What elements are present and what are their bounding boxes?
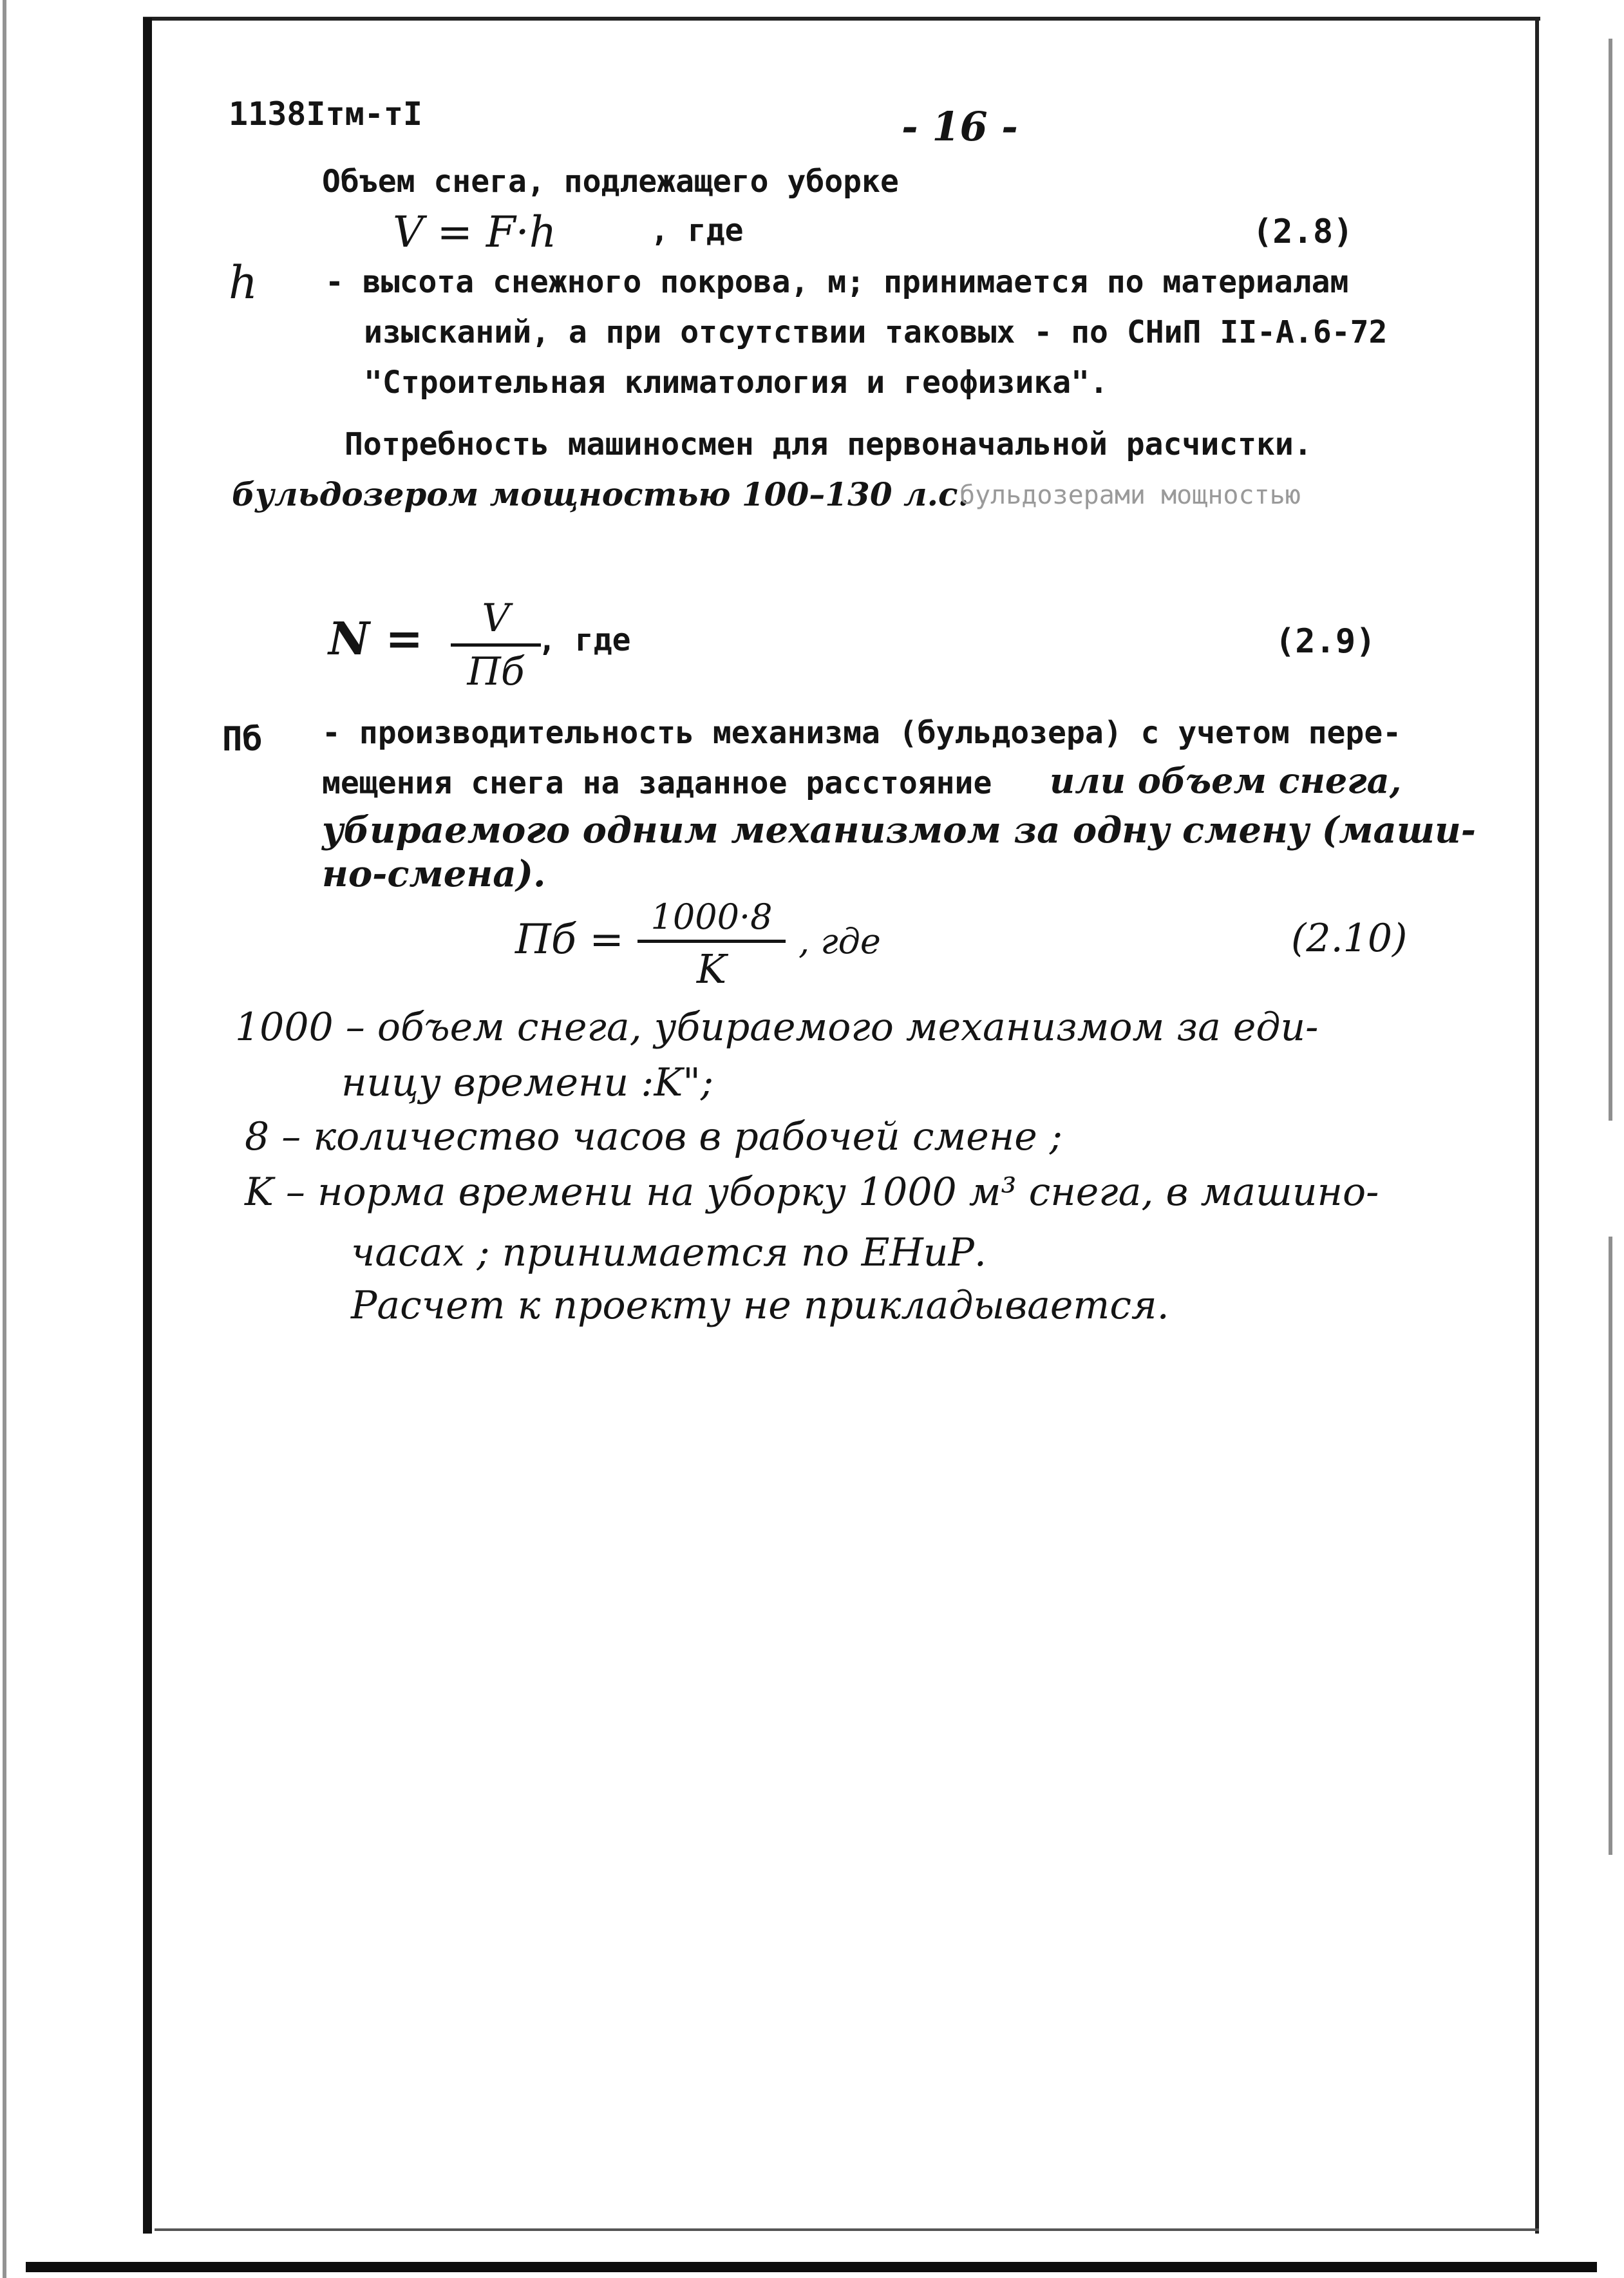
text-faded-overprint: бульдозерами мощностью xyxy=(959,480,1301,510)
h-definition-line-2: изысканий, а при отсутствии таковых - по СНиП II-А.6-72 xyxy=(364,314,1388,350)
document-code: 1138Iтм-тI xyxy=(229,95,423,133)
pb-definition-line-4: но-смена). xyxy=(322,853,546,895)
def-8: 8 – количество часов в рабочей смене ; xyxy=(245,1114,1063,1159)
frame-left-border xyxy=(143,18,152,2234)
symbol-pb: Пб xyxy=(222,720,263,759)
text-snow-volume: Объем снега, подлежащего уборке xyxy=(322,164,899,200)
symbol-h: h xyxy=(229,256,258,309)
note-calculation: Расчет к проекту не прикладывается. xyxy=(351,1283,1169,1328)
pb-definition-line-2-handwritten: или объем снега, xyxy=(1050,760,1402,801)
h-definition-line-1: - высота снежного покрова, м; принимается по материалам xyxy=(325,264,1349,300)
fraction-denominator: Пб xyxy=(467,649,525,694)
formula-2-9-where: , где xyxy=(538,622,631,658)
scan-edge-bottom xyxy=(26,2262,1597,2272)
scan-edge-right-lower xyxy=(1609,1237,1612,1855)
fraction-bar xyxy=(637,940,786,943)
formula-2-10-fraction xyxy=(637,897,786,992)
page-number: - 16 - xyxy=(902,103,1018,150)
frame-bottom-border xyxy=(155,2228,1539,2231)
formula-2-8-where: , где xyxy=(650,213,744,249)
pb-definition-line-2: мещения снега на заданное расстояние xyxy=(322,765,992,801)
def-k-line-1: K – норма времени на уборку 1000 м³ снега, в машино- xyxy=(245,1170,1379,1215)
def-1000-line-1: 1000 – объем снега, убираемого механизмом за еди- xyxy=(235,1005,1319,1050)
fraction-bar xyxy=(451,643,541,647)
pb-definition-line-1: - производительность механизма (бульдозера) с учетом пере- xyxy=(322,715,1402,751)
pb-definition-line-3: убираемого одним механизмом за одну смену (маши- xyxy=(322,809,1476,851)
formula-2-9-number: (2.9) xyxy=(1275,622,1376,661)
frame-right-border xyxy=(1535,18,1539,2234)
fraction-denominator: K xyxy=(696,945,727,992)
scan-edge-left xyxy=(3,0,6,2278)
formula-2-9-fraction xyxy=(451,596,541,694)
formula-2-10-number: (2.10) xyxy=(1291,916,1408,961)
h-definition-line-3: "Строительная климатология и геофизика". xyxy=(364,365,1108,401)
fraction-numerator: V xyxy=(482,596,510,641)
frame-top-border xyxy=(143,17,1540,21)
formula-2-8-number: (2.8) xyxy=(1252,213,1354,251)
formula-2-8: V = F·h xyxy=(393,207,557,257)
def-1000-line-2: ницу времени :K"; xyxy=(341,1060,714,1105)
scan-edge-right xyxy=(1609,39,1612,1121)
formula-2-9-lhs: N = xyxy=(328,612,424,665)
text-bulldozer-power: бульдозером мощностью 100–130 л.с. xyxy=(232,475,969,513)
def-k-line-2: часах ; принимается по ЕНиР. xyxy=(351,1230,987,1275)
formula-2-10-lhs: Пб = xyxy=(515,916,624,963)
text-machine-shifts: Потребность машиносмен для первоначальной расчистки. xyxy=(345,426,1312,462)
formula-2-10-where: , где xyxy=(798,921,881,962)
fraction-numerator: 1000·8 xyxy=(650,897,773,937)
